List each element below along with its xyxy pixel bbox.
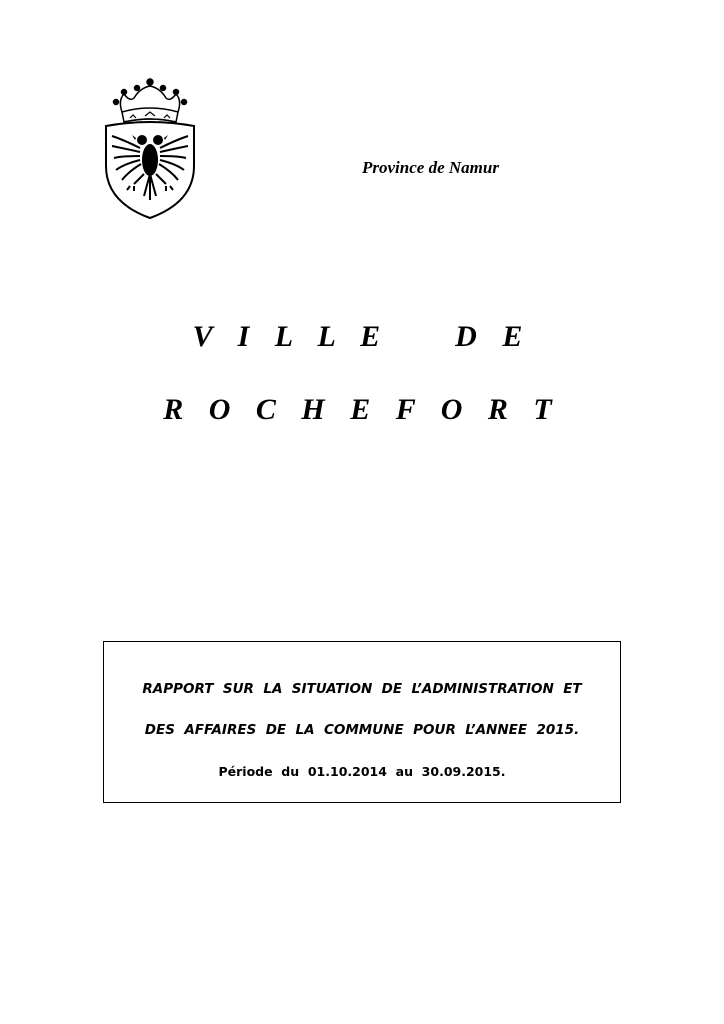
- report-title-line-1: RAPPORT SUR LA SITUATION DE L’ADMINISTRATION ET: [142, 681, 582, 697]
- report-period: Période du 01.10.2014 au 30.09.2015.: [218, 764, 506, 779]
- coat-of-arms-icon: [100, 74, 200, 220]
- title-line-ville-de: V I L L E D E: [192, 320, 532, 353]
- report-box: [103, 641, 621, 803]
- province-label: Province de Namur: [362, 158, 499, 177]
- title-line-rochefort: R O C H E F O R T: [163, 393, 561, 426]
- report-title-line-2: DES AFFAIRES DE LA COMMUNE POUR L’ANNEE 2015.: [144, 722, 580, 738]
